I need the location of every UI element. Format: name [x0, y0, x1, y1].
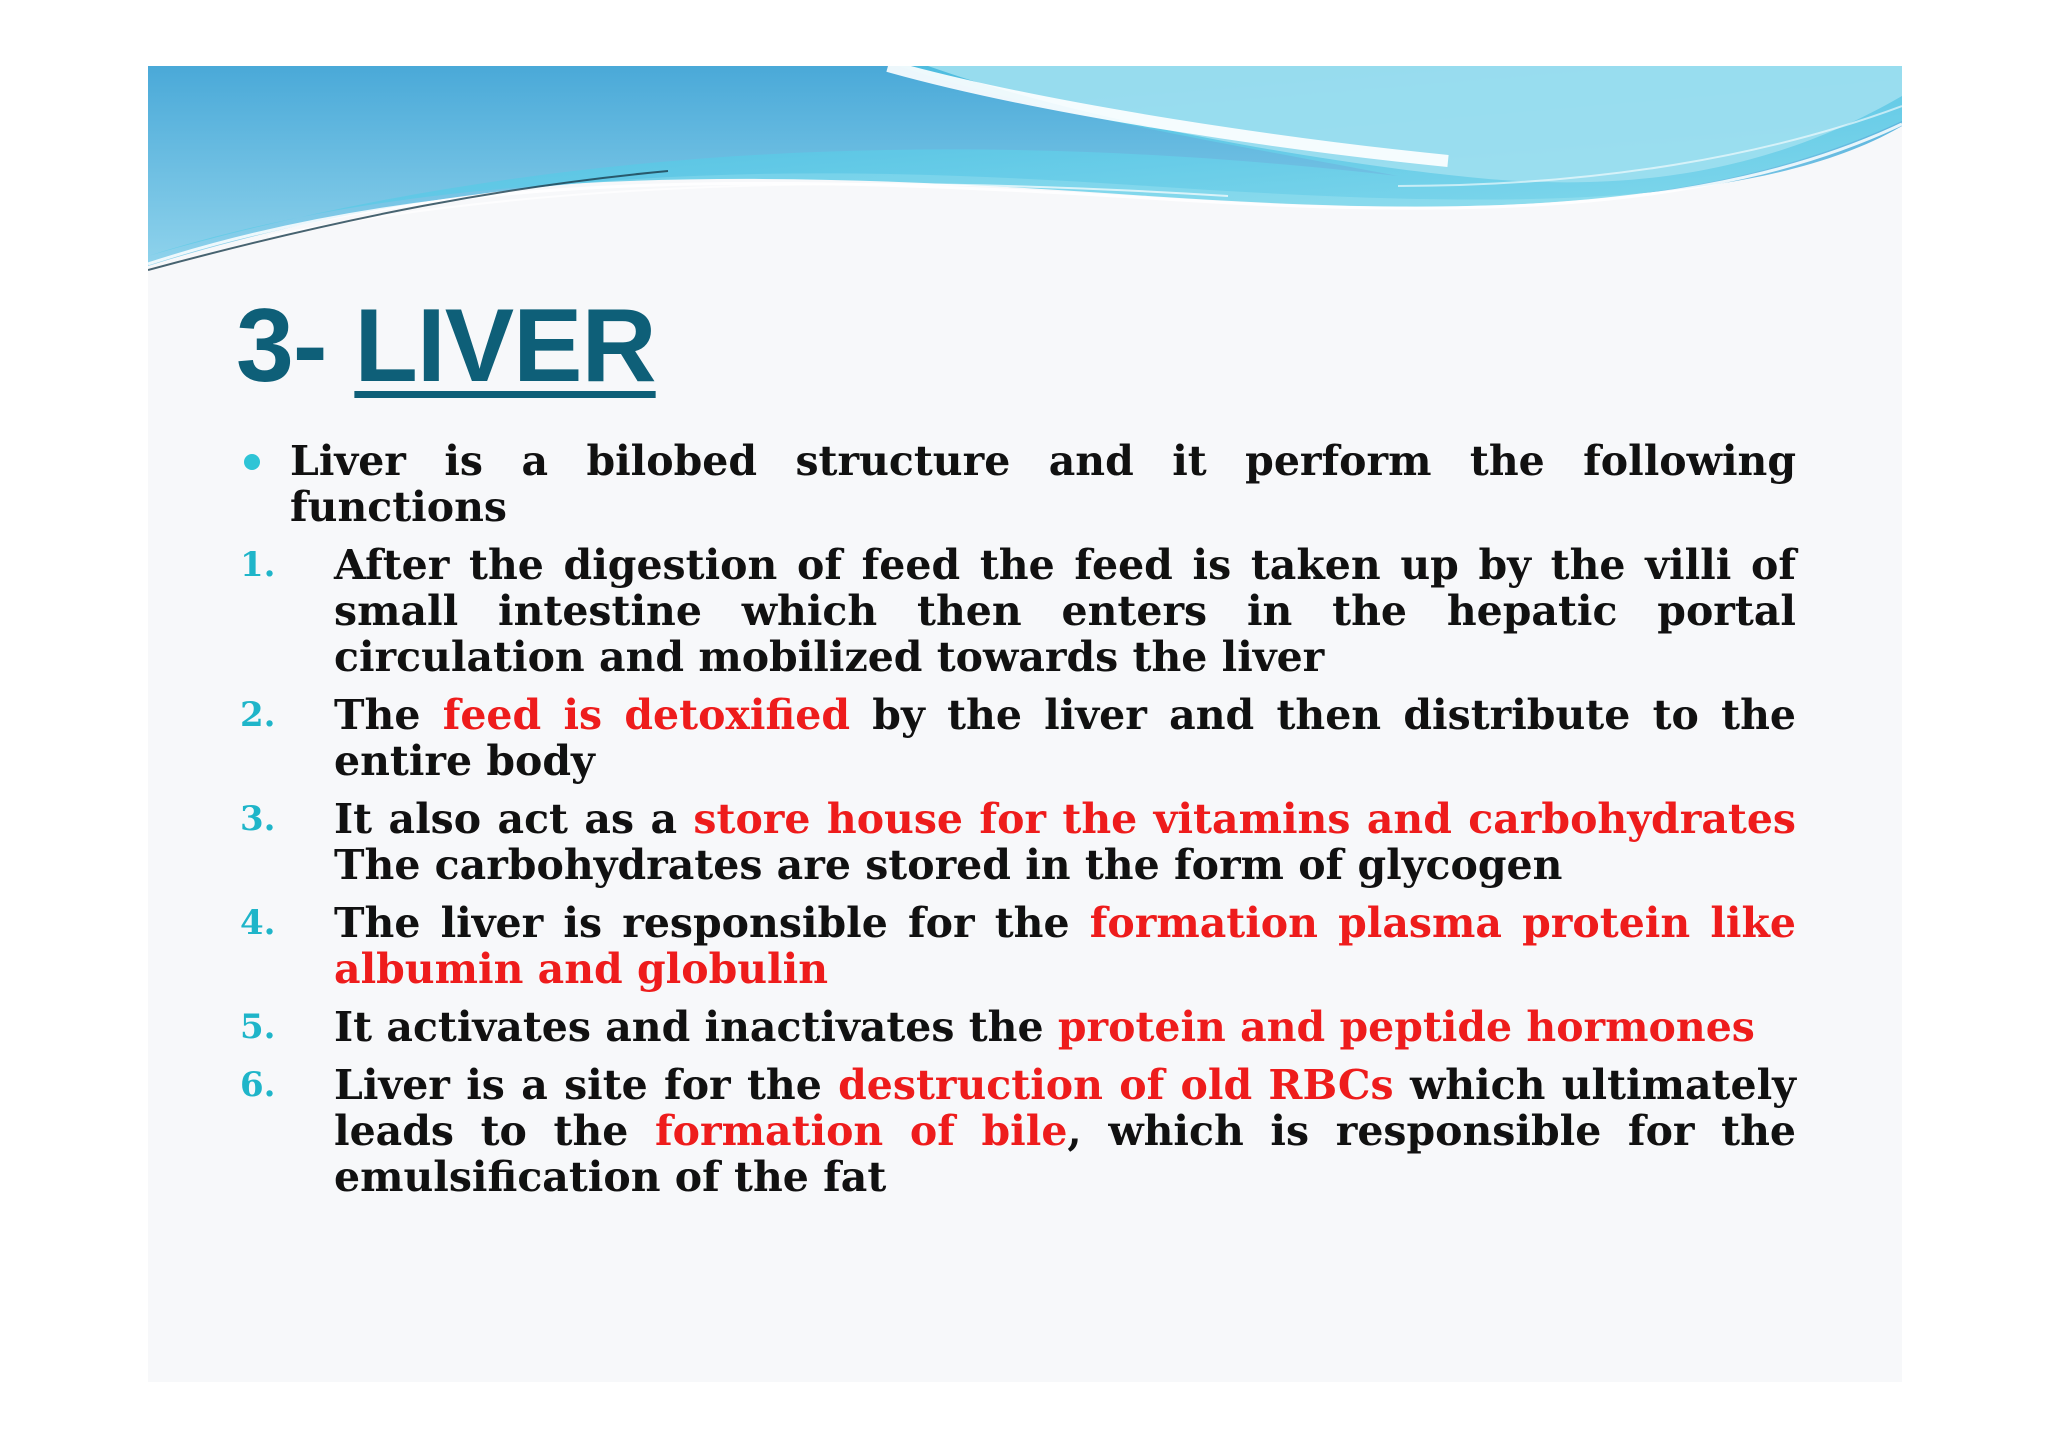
- list-number: 4.: [240, 903, 276, 943]
- intro-bullet: [238, 438, 1796, 530]
- highlighted-text: protein and peptide hormones: [1057, 1003, 1755, 1051]
- functions-list: [238, 542, 1796, 1200]
- highlighted-text: destruction of old RBCs: [838, 1061, 1394, 1109]
- wave-banner: [148, 66, 1902, 276]
- highlighted-text: feed is detoxified: [442, 691, 851, 739]
- highlighted-text: store house for the vitamins and carbohydrates: [693, 795, 1796, 843]
- list-item: [238, 796, 1796, 888]
- slide-title: [236, 288, 656, 404]
- list-item: [238, 542, 1796, 680]
- list-item: [238, 900, 1796, 992]
- title-main: LIVER: [354, 288, 656, 404]
- list-item: [238, 692, 1796, 784]
- intro-text: Liver is a bilobed structure and it perform the following functions: [290, 437, 1796, 531]
- item-text: The carbohydrates are stored in the form of glycogen: [334, 841, 1563, 889]
- title-prefix: 3-: [236, 288, 355, 404]
- item-text: by the liver and then distribute to the entire body: [334, 691, 1796, 785]
- item-text: The liver is responsible for the: [334, 899, 1090, 947]
- item-text: which ultimately leads to the: [334, 1061, 1796, 1155]
- highlighted-text: formation plasma protein like albumin and globulin: [334, 899, 1796, 993]
- item-text: The: [334, 691, 443, 739]
- list-number: 5.: [240, 1007, 276, 1047]
- item-text: Liver is a site for the: [334, 1061, 839, 1109]
- item-text: , which is responsible for the emulsification of the fat: [334, 1107, 1796, 1201]
- slide: [148, 66, 1902, 1382]
- bullet-dot-icon: [244, 454, 260, 470]
- item-text: It activates and inactivates the: [334, 1003, 1058, 1051]
- list-number: 1.: [240, 545, 276, 585]
- list-number: 3.: [240, 799, 276, 839]
- content-body: [238, 438, 1796, 1212]
- list-number: 6.: [240, 1065, 276, 1105]
- item-text: After the digestion of feed the feed is taken up by the villi of small intestine which then enters in the hepatic portal circulation and mobilized towards the liver: [334, 541, 1796, 681]
- item-text: It also act as a: [334, 795, 694, 843]
- highlighted-text: formation of bile: [655, 1107, 1068, 1155]
- list-item: [238, 1004, 1796, 1050]
- list-number: 2.: [240, 695, 276, 735]
- list-item: [238, 1062, 1796, 1200]
